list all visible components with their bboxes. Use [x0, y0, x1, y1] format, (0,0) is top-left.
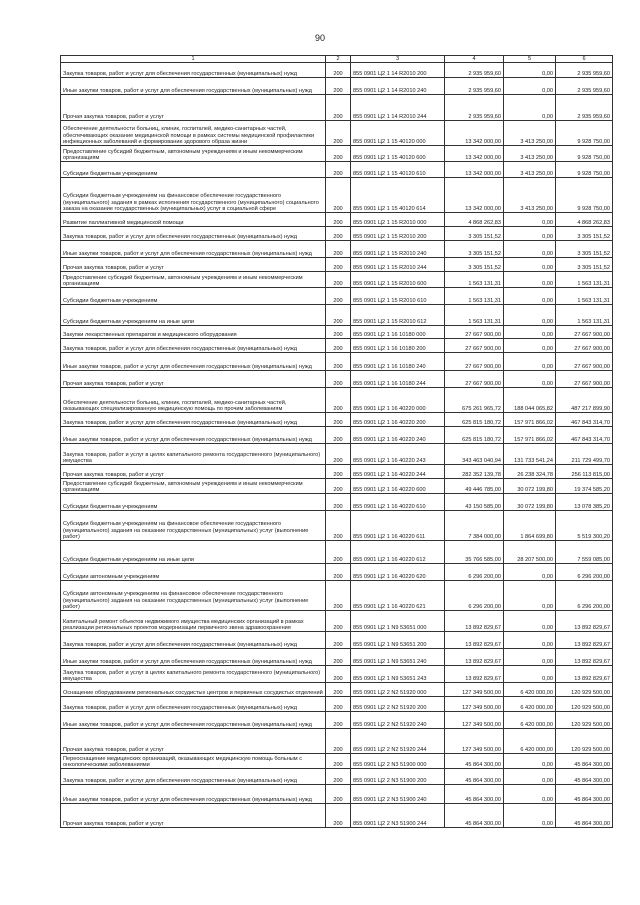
row-amount-executed: 3 413 250,00	[504, 146, 556, 162]
row-col2: 200	[326, 564, 351, 581]
row-amount-total: 6 296 200,00	[445, 564, 504, 581]
table-row	[61, 413, 613, 427]
row-code: 855 0901 Ц2 1 16 40220 200	[351, 413, 445, 427]
row-code: 855 0901 Ц2 1 N9 53651 243	[351, 666, 445, 683]
header-cell-6: 6	[556, 56, 613, 63]
row-name: Субсидии бюджетным учреждениям	[61, 162, 326, 178]
row-amount-total: 127 349 500,00	[445, 683, 504, 697]
row-amount-remaining: 6 296 200,00	[556, 581, 613, 611]
row-code: 855 0901 Ц2 1 15 R2010 244	[351, 258, 445, 272]
row-amount-executed: 0,00	[504, 581, 556, 611]
row-amount-remaining: 27 667 900,00	[556, 353, 613, 371]
row-amount-total: 43 150 585,00	[445, 494, 504, 511]
row-amount-total: 3 305 151,52	[445, 227, 504, 241]
row-col2: 200	[326, 413, 351, 427]
row-col2: 200	[326, 305, 351, 326]
row-code: 855 0901 Ц2 2 N2 51920 200	[351, 697, 445, 712]
row-name: Субсидии бюджетным учреждениям на финансовое обеспечение государственного (муниципального) задания в рамках исполнения государственного (муниципального) социального заказа на оказание государственных (муниципальных) услуг в социальной сфере	[61, 178, 326, 213]
row-col2: 200	[326, 288, 351, 305]
table-row	[61, 769, 613, 785]
row-amount-executed: 188 044 065,82	[504, 388, 556, 413]
row-amount-executed: 0,00	[504, 326, 556, 339]
row-name: Прочая закупка товаров, работ и услуг	[61, 465, 326, 479]
row-code: 855 0901 Ц2 1 15 R2010 600	[351, 272, 445, 288]
row-name: Прочая закупка товаров, работ и услуг	[61, 729, 326, 754]
row-name: Прочая закупка товаров, работ и услуг	[61, 258, 326, 272]
table-row	[61, 339, 613, 353]
row-code: 855 0901 Ц2 1 N9 53651 200	[351, 632, 445, 649]
row-name: Предоставление субсидий бюджетным, автономным учреждениям и иным некоммерческим организациям	[61, 479, 326, 494]
row-amount-remaining: 211 729 499,70	[556, 444, 613, 465]
row-col2: 200	[326, 494, 351, 511]
row-name: Иные закупки товаров, работ и услуг для обеспечения государственных (муниципальных) нужд	[61, 649, 326, 666]
row-amount-remaining: 13 892 829,67	[556, 666, 613, 683]
row-col2: 200	[326, 611, 351, 632]
row-amount-total: 35 766 585,00	[445, 541, 504, 564]
row-amount-remaining: 19 374 585,20	[556, 479, 613, 494]
row-amount-remaining: 45 864 300,00	[556, 769, 613, 785]
row-amount-executed: 3 413 250,00	[504, 121, 556, 146]
table-row	[61, 258, 613, 272]
row-name: Закупка товаров, работ и услуг для обеспечения государственных (муниципальных) нужд	[61, 769, 326, 785]
row-code: 855 0901 Ц2 1 14 R2010 240	[351, 78, 445, 95]
row-code: 855 0901 Ц2 1 15 40120 610	[351, 162, 445, 178]
row-amount-executed: 0,00	[504, 804, 556, 828]
row-col2: 200	[326, 697, 351, 712]
table-row	[61, 564, 613, 581]
row-amount-remaining: 467 843 314,70	[556, 413, 613, 427]
row-name: Обеспечение деятельности больниц, клиник, госпиталей, медико-санитарных частей, обеспечивающих оказание медицинской помощи в рамках системы медицинской профилактики инфекционных заболеваний и формирование здорового образа жизни	[61, 121, 326, 146]
row-name: Иные закупки товаров, работ и услуг для обеспечения государственных (муниципальных) нужд	[61, 241, 326, 258]
row-code: 855 0901 Ц2 1 16 40220 620	[351, 564, 445, 581]
row-amount-executed: 131 733 541,24	[504, 444, 556, 465]
row-code: 855 0901 Ц2 1 15 R2010 610	[351, 288, 445, 305]
row-code: 855 0901 Ц2 1 16 40220 600	[351, 479, 445, 494]
row-amount-total: 13 892 829,67	[445, 611, 504, 632]
row-col2: 200	[326, 162, 351, 178]
row-name: Обеспечение деятельности больниц, клиник, госпиталей, медико-санитарных частей, оказывающих специализированную медицинскую помощь по прочим заболеваниям	[61, 388, 326, 413]
row-amount-remaining: 3 305 151,52	[556, 258, 613, 272]
row-col2: 200	[326, 804, 351, 828]
row-amount-executed: 0,00	[504, 305, 556, 326]
row-amount-remaining: 467 843 314,70	[556, 427, 613, 444]
row-name: Субсидии бюджетным учреждениям на иные цели	[61, 305, 326, 326]
row-code: 855 0901 Ц2 1 16 40220 611	[351, 511, 445, 541]
row-amount-remaining: 3 305 151,52	[556, 227, 613, 241]
row-name: Прочая закупка товаров, работ и услуг	[61, 371, 326, 388]
row-name: Субсидии автономным учреждениям	[61, 564, 326, 581]
row-amount-remaining: 6 296 200,00	[556, 564, 613, 581]
row-amount-remaining: 120 929 500,00	[556, 729, 613, 754]
row-amount-executed: 0,00	[504, 213, 556, 227]
row-name: Развитие паллиативной медицинской помощи	[61, 213, 326, 227]
row-name: Закупка товаров, работ и услуг для обеспечения государственных (муниципальных) нужд	[61, 227, 326, 241]
table-row	[61, 288, 613, 305]
row-amount-remaining: 9 928 750,00	[556, 162, 613, 178]
row-col2: 200	[326, 479, 351, 494]
row-col2: 200	[326, 444, 351, 465]
row-amount-executed: 0,00	[504, 754, 556, 769]
row-amount-total: 27 667 900,00	[445, 371, 504, 388]
row-amount-executed: 0,00	[504, 769, 556, 785]
row-amount-total: 127 349 500,00	[445, 729, 504, 754]
row-code: 855 0901 Ц2 1 15 R2010 240	[351, 241, 445, 258]
row-name: Иные закупки товаров, работ и услуг для обеспечения государственных (муниципальных) нужд	[61, 427, 326, 444]
row-col2: 200	[326, 326, 351, 339]
table-row	[61, 541, 613, 564]
header-cell-4: 4	[445, 56, 504, 63]
row-amount-total: 27 667 900,00	[445, 326, 504, 339]
header-cell-2: 2	[326, 56, 351, 63]
row-col2: 200	[326, 388, 351, 413]
row-amount-remaining: 5 519 300,20	[556, 511, 613, 541]
table-row	[61, 511, 613, 541]
row-name: Субсидии автономным учреждениям на финансовое обеспечение государственного (муниципального) задания на оказание государственных (муниципальных) услуг (выполнение работ)	[61, 581, 326, 611]
table-row	[61, 785, 613, 804]
row-amount-total: 1 563 131,31	[445, 305, 504, 326]
row-col2: 200	[326, 729, 351, 754]
row-amount-remaining: 9 928 750,00	[556, 178, 613, 213]
row-amount-total: 13 892 829,67	[445, 666, 504, 683]
row-amount-remaining: 2 935 959,60	[556, 95, 613, 121]
row-code: 855 0901 Ц2 1 16 40220 243	[351, 444, 445, 465]
row-name: Закупки лекарственных препаратов и медицинского оборудования	[61, 326, 326, 339]
row-col2: 200	[326, 272, 351, 288]
row-amount-executed: 6 420 000,00	[504, 712, 556, 729]
row-code: 855 0901 Ц2 1 16 10180 000	[351, 326, 445, 339]
row-amount-total: 2 935 959,60	[445, 95, 504, 121]
table-row	[61, 444, 613, 465]
row-name: Закупка товаров, работ и услуг для обеспечения государственных (муниципальных) нужд	[61, 63, 326, 78]
row-amount-executed: 0,00	[504, 666, 556, 683]
row-amount-executed: 157 971 866,02	[504, 413, 556, 427]
row-amount-remaining: 487 217 899,90	[556, 388, 613, 413]
row-col2: 200	[326, 632, 351, 649]
row-col2: 200	[326, 581, 351, 611]
row-amount-executed: 6 420 000,00	[504, 729, 556, 754]
row-col2: 200	[326, 427, 351, 444]
row-amount-remaining: 3 305 151,52	[556, 241, 613, 258]
row-amount-remaining: 45 864 300,00	[556, 754, 613, 769]
row-amount-executed: 0,00	[504, 272, 556, 288]
row-amount-total: 3 305 151,52	[445, 258, 504, 272]
row-code: 855 0901 Ц2 2 N2 51920 244	[351, 729, 445, 754]
row-amount-remaining: 2 935 959,60	[556, 78, 613, 95]
row-amount-remaining: 2 935 959,60	[556, 63, 613, 78]
table-row	[61, 649, 613, 666]
row-col2: 200	[326, 78, 351, 95]
row-amount-remaining: 13 892 829,67	[556, 632, 613, 649]
row-amount-executed: 0,00	[504, 63, 556, 78]
row-code: 855 0901 Ц2 1 16 10180 240	[351, 353, 445, 371]
row-amount-remaining: 9 928 750,00	[556, 146, 613, 162]
table-row	[61, 305, 613, 326]
row-amount-executed: 0,00	[504, 649, 556, 666]
row-name: Иные закупки товаров, работ и услуг для обеспечения государственных (муниципальных) нужд	[61, 785, 326, 804]
row-code: 855 0901 Ц2 1 16 40220 244	[351, 465, 445, 479]
row-amount-remaining: 13 892 829,67	[556, 649, 613, 666]
table-row	[61, 712, 613, 729]
table-row	[61, 388, 613, 413]
table-row	[61, 729, 613, 754]
row-code: 855 0901 Ц2 1 14 R2010 200	[351, 63, 445, 78]
row-amount-total: 625 815 180,72	[445, 427, 504, 444]
table-row	[61, 146, 613, 162]
row-col2: 200	[326, 541, 351, 564]
row-col2: 200	[326, 353, 351, 371]
row-amount-remaining: 27 667 900,00	[556, 371, 613, 388]
row-amount-executed: 30 072 199,80	[504, 494, 556, 511]
row-col2: 200	[326, 649, 351, 666]
row-amount-total: 6 296 200,00	[445, 581, 504, 611]
budget-table	[60, 55, 613, 828]
row-name: Иные закупки товаров, работ и услуг для обеспечения государственных (муниципальных) нужд	[61, 353, 326, 371]
row-col2: 200	[326, 63, 351, 78]
row-name: Оснащение оборудованием региональных сосудистых центров и первичных сосудистых отделений	[61, 683, 326, 697]
row-code: 855 0901 Ц2 1 N9 53651 240	[351, 649, 445, 666]
row-code: 855 0901 Ц2 2 N3 51900 240	[351, 785, 445, 804]
row-amount-executed: 6 420 000,00	[504, 697, 556, 712]
table-row	[61, 427, 613, 444]
header-cell-5: 5	[504, 56, 556, 63]
row-amount-executed: 3 413 250,00	[504, 162, 556, 178]
row-amount-total: 45 864 300,00	[445, 804, 504, 828]
row-col2: 200	[326, 683, 351, 697]
table-row	[61, 697, 613, 712]
row-col2: 200	[326, 241, 351, 258]
header-cell-1: 1	[61, 56, 326, 63]
row-amount-executed: 6 420 000,00	[504, 683, 556, 697]
row-amount-executed: 3 413 250,00	[504, 178, 556, 213]
row-amount-executed: 1 864 699,80	[504, 511, 556, 541]
row-col2: 200	[326, 227, 351, 241]
row-amount-remaining: 120 929 500,00	[556, 697, 613, 712]
row-col2: 200	[326, 339, 351, 353]
row-col2: 200	[326, 666, 351, 683]
row-amount-executed: 0,00	[504, 611, 556, 632]
table-row	[61, 353, 613, 371]
header-row	[61, 56, 613, 63]
row-amount-total: 3 305 151,52	[445, 241, 504, 258]
table-row	[61, 63, 613, 78]
header-cell-3: 3	[351, 56, 445, 63]
row-code: 855 0901 Ц2 1 15 R2010 000	[351, 213, 445, 227]
row-amount-executed: 0,00	[504, 95, 556, 121]
row-amount-total: 13 342 000,00	[445, 162, 504, 178]
row-name: Закупка товаров, работ и услуг для обеспечения государственных (муниципальных) нужд	[61, 339, 326, 353]
table-row	[61, 213, 613, 227]
table-row	[61, 581, 613, 611]
row-amount-remaining: 120 929 500,00	[556, 712, 613, 729]
row-code: 855 0901 Ц2 1 16 10180 244	[351, 371, 445, 388]
row-code: 855 0901 Ц2 1 16 40220 612	[351, 541, 445, 564]
table-row	[61, 479, 613, 494]
table-row	[61, 78, 613, 95]
row-amount-remaining: 1 563 131,31	[556, 305, 613, 326]
row-amount-total: 1 563 131,31	[445, 288, 504, 305]
row-name: Закупка товаров, работ и услуг для обеспечения государственных (муниципальных) нужд	[61, 697, 326, 712]
table-row	[61, 272, 613, 288]
row-amount-total: 282 352 139,78	[445, 465, 504, 479]
row-amount-remaining: 27 667 900,00	[556, 339, 613, 353]
table-row	[61, 162, 613, 178]
row-amount-remaining: 4 868 262,83	[556, 213, 613, 227]
row-col2: 200	[326, 258, 351, 272]
row-name: Предоставление субсидий бюджетным, автономным учреждениям и иным некоммерческим организациям	[61, 272, 326, 288]
row-amount-executed: 0,00	[504, 288, 556, 305]
row-amount-remaining: 7 559 085,00	[556, 541, 613, 564]
row-amount-remaining: 45 864 300,00	[556, 785, 613, 804]
row-amount-executed: 0,00	[504, 241, 556, 258]
row-amount-executed: 157 971 866,02	[504, 427, 556, 444]
table-row	[61, 465, 613, 479]
row-col2: 200	[326, 213, 351, 227]
row-code: 855 0901 Ц2 1 16 40220 240	[351, 427, 445, 444]
row-code: 855 0901 Ц2 2 N3 51900 000	[351, 754, 445, 769]
row-code: 855 0901 Ц2 1 16 40220 610	[351, 494, 445, 511]
row-name: Субсидии бюджетным учреждениям на иные цели	[61, 541, 326, 564]
row-code: 855 0901 Ц2 1 15 R2010 200	[351, 227, 445, 241]
row-amount-executed: 30 072 199,80	[504, 479, 556, 494]
row-code: 855 0901 Ц2 1 16 40220 000	[351, 388, 445, 413]
table-row	[61, 754, 613, 769]
row-amount-executed: 0,00	[504, 258, 556, 272]
row-code: 855 0901 Ц2 2 N2 51920 000	[351, 683, 445, 697]
row-col2: 200	[326, 785, 351, 804]
row-amount-remaining: 45 864 300,00	[556, 804, 613, 828]
table-row	[61, 611, 613, 632]
row-code: 855 0901 Ц2 1 16 40220 621	[351, 581, 445, 611]
row-col2: 200	[326, 712, 351, 729]
row-code: 855 0901 Ц2 2 N3 51900 244	[351, 804, 445, 828]
table-row	[61, 326, 613, 339]
row-col2: 200	[326, 511, 351, 541]
row-amount-total: 625 815 180,72	[445, 413, 504, 427]
row-name: Предоставление субсидий бюджетным, автономным учреждениям и иным некоммерческим организациям	[61, 146, 326, 162]
table-row	[61, 121, 613, 146]
row-name: Иные закупки товаров, работ и услуг для обеспечения государственных (муниципальных) нужд	[61, 712, 326, 729]
row-name: Закупка товаров, работ и услуг для обеспечения государственных (муниципальных) нужд	[61, 632, 326, 649]
row-amount-executed: 0,00	[504, 371, 556, 388]
row-code: 855 0901 Ц2 2 N2 51920 240	[351, 712, 445, 729]
row-amount-total: 27 667 900,00	[445, 339, 504, 353]
table-row	[61, 666, 613, 683]
row-amount-total: 13 342 000,00	[445, 178, 504, 213]
page-number: 90	[314, 33, 325, 43]
row-code: 855 0901 Ц2 1 16 10180 200	[351, 339, 445, 353]
row-amount-total: 127 349 500,00	[445, 712, 504, 729]
table-row	[61, 371, 613, 388]
row-name: Субсидии бюджетным учреждениям	[61, 288, 326, 305]
row-amount-total: 45 864 300,00	[445, 769, 504, 785]
row-amount-executed: 0,00	[504, 227, 556, 241]
table-row	[61, 227, 613, 241]
row-col2: 200	[326, 754, 351, 769]
row-col2: 200	[326, 178, 351, 213]
row-amount-remaining: 27 667 900,00	[556, 326, 613, 339]
row-amount-executed: 0,00	[504, 78, 556, 95]
row-amount-total: 45 864 300,00	[445, 754, 504, 769]
row-amount-remaining: 1 563 131,31	[556, 288, 613, 305]
row-amount-total: 675 261 965,72	[445, 388, 504, 413]
row-name: Закупка товаров, работ и услуг в целях капитального ремонта государственного (муниципального) имущества	[61, 444, 326, 465]
row-code: 855 0901 Ц2 1 15 40120 600	[351, 146, 445, 162]
row-amount-executed: 0,00	[504, 785, 556, 804]
row-code: 855 0901 Ц2 1 15 40120 614	[351, 178, 445, 213]
row-amount-executed: 0,00	[504, 353, 556, 371]
row-code: 855 0901 Ц2 1 15 R2010 612	[351, 305, 445, 326]
row-col2: 200	[326, 146, 351, 162]
row-amount-executed: 26 238 324,78	[504, 465, 556, 479]
row-amount-total: 13 342 000,00	[445, 146, 504, 162]
table-row	[61, 494, 613, 511]
row-amount-remaining: 9 928 750,00	[556, 121, 613, 146]
row-code: 855 0901 Ц2 1 14 R2010 244	[351, 95, 445, 121]
row-col2: 200	[326, 769, 351, 785]
row-name: Иные закупки товаров, работ и услуг для обеспечения государственных (муниципальных) нужд	[61, 78, 326, 95]
table-row	[61, 632, 613, 649]
row-col2: 200	[326, 371, 351, 388]
row-name: Прочая закупка товаров, работ и услуг	[61, 804, 326, 828]
row-amount-total: 2 935 959,60	[445, 78, 504, 95]
row-amount-remaining: 13 078 385,20	[556, 494, 613, 511]
row-name: Закупка товаров, работ и услуг для обеспечения государственных (муниципальных) нужд	[61, 413, 326, 427]
row-amount-total: 127 349 500,00	[445, 697, 504, 712]
row-amount-total: 1 563 131,31	[445, 272, 504, 288]
row-amount-total: 13 342 000,00	[445, 121, 504, 146]
row-name: Субсидии бюджетным учреждениям на финансовое обеспечение государственного (муниципального) задания на оказание государственных (муниципальных) услуг (выполнение работ)	[61, 511, 326, 541]
row-amount-executed: 0,00	[504, 632, 556, 649]
row-col2: 200	[326, 465, 351, 479]
row-amount-total: 49 446 785,00	[445, 479, 504, 494]
row-amount-executed: 0,00	[504, 564, 556, 581]
row-amount-total: 27 667 900,00	[445, 353, 504, 371]
row-code: 855 0901 Ц2 1 N9 53651 000	[351, 611, 445, 632]
table-row	[61, 241, 613, 258]
row-amount-total: 13 892 829,67	[445, 632, 504, 649]
row-amount-executed: 28 207 500,00	[504, 541, 556, 564]
row-col2: 200	[326, 121, 351, 146]
row-amount-remaining: 120 929 500,00	[556, 683, 613, 697]
row-amount-total: 2 935 959,60	[445, 63, 504, 78]
row-amount-remaining: 13 892 829,67	[556, 611, 613, 632]
row-name: Переоснащение медицинских организаций, оказывающих медицинскую помощь больным с онкологическими заболеваниями	[61, 754, 326, 769]
row-amount-remaining: 1 563 131,31	[556, 272, 613, 288]
table-row	[61, 178, 613, 213]
row-amount-executed: 0,00	[504, 339, 556, 353]
table-row	[61, 95, 613, 121]
row-code: 855 0901 Ц2 1 15 40120 000	[351, 121, 445, 146]
row-amount-total: 7 384 000,00	[445, 511, 504, 541]
row-name: Капитальный ремонт объектов недвижимого имущества медицинских организаций в рамках реализации региональных проектов модернизации первичного звена здравоохранения	[61, 611, 326, 632]
row-amount-total: 13 892 829,67	[445, 649, 504, 666]
row-col2: 200	[326, 95, 351, 121]
row-name: Прочая закупка товаров, работ и услуг	[61, 95, 326, 121]
row-amount-total: 4 868 262,83	[445, 213, 504, 227]
table-row	[61, 683, 613, 697]
row-amount-total: 343 463 040,94	[445, 444, 504, 465]
row-amount-remaining: 256 113 815,00	[556, 465, 613, 479]
row-name: Субсидии бюджетным учреждениям	[61, 494, 326, 511]
table-row	[61, 804, 613, 828]
row-name: Закупка товаров, работ и услуг в целях капитального ремонта государственного (муниципального) имущества	[61, 666, 326, 683]
row-amount-total: 45 864 300,00	[445, 785, 504, 804]
row-code: 855 0901 Ц2 2 N3 51900 200	[351, 769, 445, 785]
